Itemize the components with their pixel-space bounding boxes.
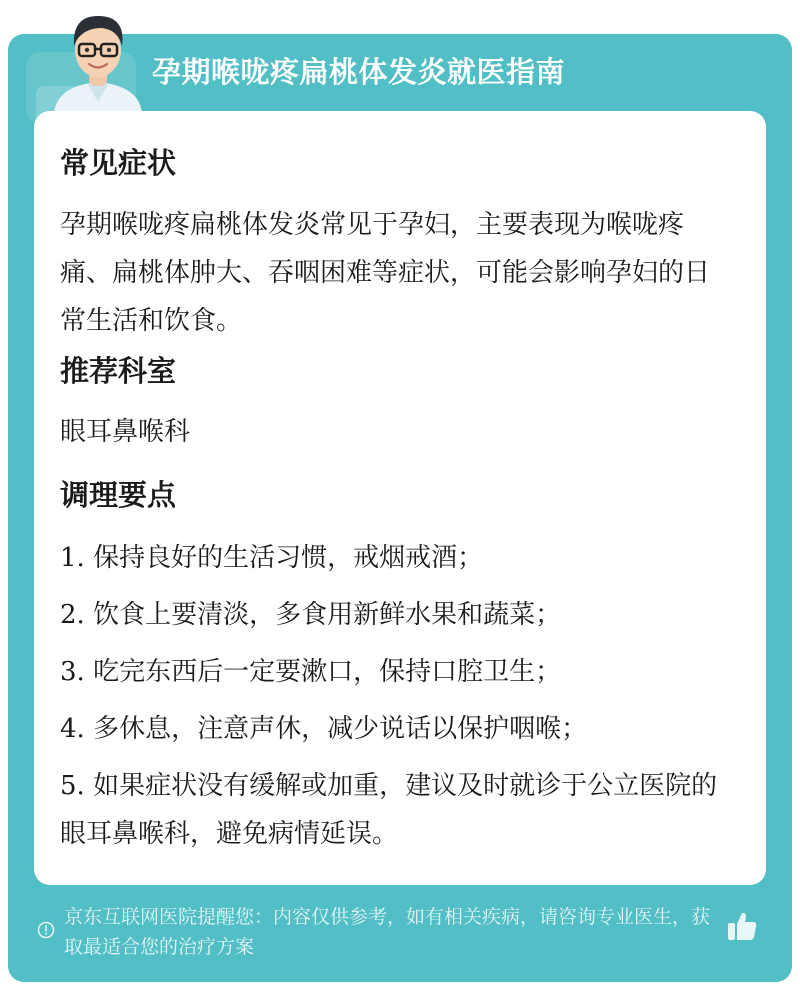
list-item <box>60 534 740 582</box>
list-item-number: 5. <box>60 771 85 801</box>
department-text: 眼耳鼻喉科 <box>60 417 191 447</box>
department-heading: 推荐科室 <box>60 354 177 388</box>
symptoms-text: 孕期喉咙疼扁桃体发炎常见于孕妇，主要表现为喉咙疼痛、扁桃体肿大、吞咽困难等症状，可能会影响孕妇的日常生活和饮食。 <box>60 210 711 336</box>
list-item-text: 如果症状没有缓解或加重，建议及时就诊于公立医院的眼耳鼻喉科，避免病情延误。 <box>60 771 718 849</box>
list-item-text: 多休息，注意声休，减少说话以保护咽喉； <box>93 714 588 744</box>
thumbs-up-icon[interactable] <box>724 908 760 944</box>
list-item-text: 饮食上要清淡，多食用新鲜水果和蔬菜； <box>93 600 562 630</box>
footer-disclaimer: 京东互联网医院提醒您：内容仅供参考，如有相关疾病，请咨询专业医生，获取最适合您的治疗方案 <box>64 906 711 958</box>
content-card <box>34 111 766 885</box>
care-heading: 调理要点 <box>60 478 177 512</box>
care-list <box>60 534 740 867</box>
page-title: 孕期喉咙疼扁桃体发炎就医指南 <box>152 55 566 89</box>
list-item-number: 3. <box>60 657 85 687</box>
info-icon <box>37 921 55 939</box>
doctor-avatar-icon <box>44 6 152 114</box>
list-item <box>60 762 740 858</box>
list-item <box>60 648 740 696</box>
list-item-number: 1. <box>60 543 85 573</box>
list-item-text: 吃完东西后一定要漱口，保持口腔卫生； <box>93 657 562 687</box>
list-item <box>60 705 740 753</box>
symptoms-heading: 常见症状 <box>60 146 177 180</box>
list-item-number: 2. <box>60 600 85 630</box>
list-item-number: 4. <box>60 714 85 744</box>
list-item-text: 保持良好的生活习惯，戒烟戒酒； <box>93 543 484 573</box>
list-item <box>60 591 740 639</box>
